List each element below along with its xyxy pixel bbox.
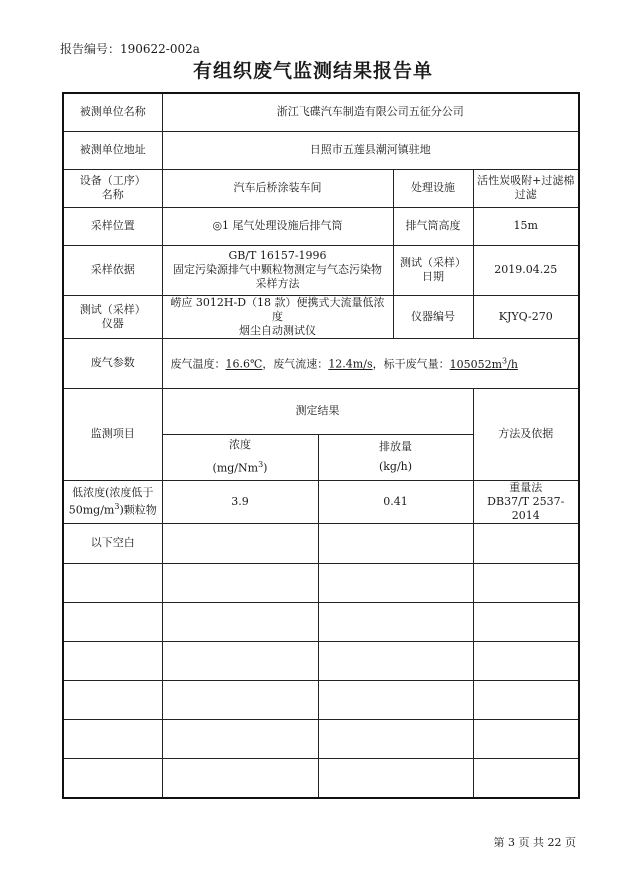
table-row	[63, 480, 579, 523]
test-date-label	[393, 245, 473, 295]
blank-cell	[162, 719, 318, 758]
blank-cell	[162, 680, 318, 719]
blank-cell	[473, 563, 579, 602]
basis-title: 固定污染源排气中颗粒物测定与气态污染物	[173, 263, 382, 276]
table-row-empty	[63, 758, 579, 798]
blank-cell	[162, 758, 318, 798]
gas-temp-label: 废气温度：	[170, 357, 226, 371]
basis-standard: GB/T 16157-1996	[228, 249, 327, 262]
instrument-label-line2: 仪器	[101, 316, 124, 330]
row1-concentration: 3.9	[162, 480, 318, 523]
blank-cell	[318, 602, 473, 641]
row-unit-name	[63, 93, 579, 131]
equipment-label-line2: 名称	[101, 188, 124, 201]
stack-height-value: 15m	[473, 207, 579, 245]
emission-unit: (kg/h)	[378, 460, 413, 473]
treatment-value-line2: 过滤	[514, 188, 537, 201]
blank-cell	[473, 641, 579, 680]
treatment-label: 处理设施	[393, 169, 473, 207]
blank-cell	[63, 602, 162, 641]
treatment-value-line1: 活性炭吸附+过滤棉	[477, 174, 575, 187]
conc-unit-pre: (mg/Nm	[212, 461, 259, 475]
instrument-label	[63, 295, 162, 338]
gas-params-value	[162, 338, 579, 388]
row-results-header-1	[63, 388, 579, 434]
blank-cell	[162, 641, 318, 680]
stack-height-label: 排气筒高度	[393, 207, 473, 245]
unit-address-value: 日照市五莲县潮河镇驻地	[162, 131, 579, 169]
table-row-empty	[63, 680, 579, 719]
row-gas-params	[63, 338, 579, 388]
instrument-no-value: KJYQ-270	[473, 295, 579, 338]
table-row-empty	[63, 602, 579, 641]
sampling-position-label: 采样位置	[63, 207, 162, 245]
gas-params-label: 废气参数	[63, 338, 162, 388]
row1-item-post: )颗粒物	[119, 503, 157, 517]
row1-item-line1: 低浓度(浓度低于	[72, 485, 154, 499]
unit-address-label: 被测单位地址	[63, 131, 162, 169]
blank-cell	[473, 602, 579, 641]
gas-dry-value	[450, 358, 518, 371]
instrument-no-label: 仪器编号	[393, 295, 473, 338]
blank-cell	[473, 758, 579, 798]
report-table	[62, 92, 580, 799]
concentration-label: 浓度	[229, 438, 251, 452]
row-sampling-basis	[63, 245, 579, 295]
treatment-value	[473, 169, 579, 207]
page-number: 第 3 页 共 22 页	[493, 836, 576, 849]
blank-cell	[318, 641, 473, 680]
gas-flow-label: ，废气流速：	[262, 357, 329, 371]
instrument-label-line1: 测试（采样）	[79, 302, 146, 316]
blank-cell	[318, 523, 473, 563]
blank-cell	[473, 719, 579, 758]
instrument-value-line1: 崂应 3012H-D（18 款）便携式大流量低浓度	[170, 295, 385, 323]
row1-method-line1: 重量法	[509, 480, 543, 494]
monitoring-item-label: 监测项目	[63, 388, 162, 480]
blank-cell	[318, 680, 473, 719]
basis-title-line2: 采样方法	[255, 277, 300, 290]
blank-cell	[63, 758, 162, 798]
row-sampling-position	[63, 207, 579, 245]
blank-cell	[318, 563, 473, 602]
concentration-header	[162, 434, 318, 480]
row1-item-line2	[67, 500, 159, 518]
conc-unit-sup: 3	[258, 460, 264, 470]
test-date-label-line2: 日期	[422, 270, 444, 283]
equipment-label-line1: 设备（工序）	[79, 174, 146, 187]
sampling-basis-value	[162, 245, 393, 295]
instrument-value-line2: 烟尘自动测试仪	[239, 323, 316, 337]
blank-cell	[473, 680, 579, 719]
blank-cell	[63, 719, 162, 758]
gas-flow-value: 12.4m/s	[328, 357, 373, 371]
instrument-value	[162, 295, 393, 338]
gas-temp-value: 16.6℃	[225, 357, 263, 371]
blank-cell	[318, 719, 473, 758]
table-row-empty	[63, 641, 579, 680]
blank-cell	[318, 758, 473, 798]
method-label: 方法及依据	[473, 388, 579, 480]
row1-item	[63, 480, 162, 523]
sampling-basis-label: 采样依据	[63, 245, 162, 295]
row-equipment	[63, 169, 579, 207]
blank-cell	[63, 680, 162, 719]
conc-unit-post: )	[263, 461, 268, 475]
row-instrument	[63, 295, 579, 338]
row1-method-line2: DB37/T 2537-2014	[487, 494, 565, 522]
gas-dry-value-pre: 105052m	[449, 357, 503, 371]
table-row-empty	[63, 563, 579, 602]
row1-emission: 0.41	[318, 480, 473, 523]
unit-name-value: 浙江飞碟汽车制造有限公司五征分公司	[162, 93, 579, 131]
row1-method	[473, 480, 579, 523]
result-label: 测定结果	[162, 388, 473, 434]
unit-name-label: 被测单位名称	[63, 93, 162, 131]
blank-cell	[473, 523, 579, 563]
blank-cell	[162, 602, 318, 641]
blank-cell	[63, 563, 162, 602]
gas-dry-label: ，标干废气量：	[372, 357, 450, 371]
test-date-value: 2019.04.25	[473, 245, 579, 295]
table-row-empty	[63, 719, 579, 758]
row1-item-pre: 50mg/m	[68, 503, 115, 517]
report-number: 报告编号：190622-002a	[60, 42, 200, 56]
gas-dry-value-sup: 3	[502, 356, 508, 366]
row1-item-sup: 3	[114, 501, 120, 511]
equipment-value: 汽车后桥涂装车间	[162, 169, 393, 207]
emission-header	[318, 434, 473, 480]
page-title: 有组织废气监测结果报告单	[192, 60, 433, 82]
equipment-label	[63, 169, 162, 207]
blank-label: 以下空白	[63, 523, 162, 563]
table-row-blank-label	[63, 523, 579, 563]
blank-cell	[162, 563, 318, 602]
test-date-label-line1: 测试（采样）	[400, 256, 466, 269]
sampling-position-value: ◎1 尾气处理设施后排气筒	[162, 207, 393, 245]
gas-dry-value-post: /h	[507, 357, 518, 371]
blank-cell	[63, 641, 162, 680]
blank-cell	[162, 523, 318, 563]
emission-label: 排放量	[379, 440, 412, 453]
row-unit-address	[63, 131, 579, 169]
concentration-unit	[166, 458, 315, 476]
